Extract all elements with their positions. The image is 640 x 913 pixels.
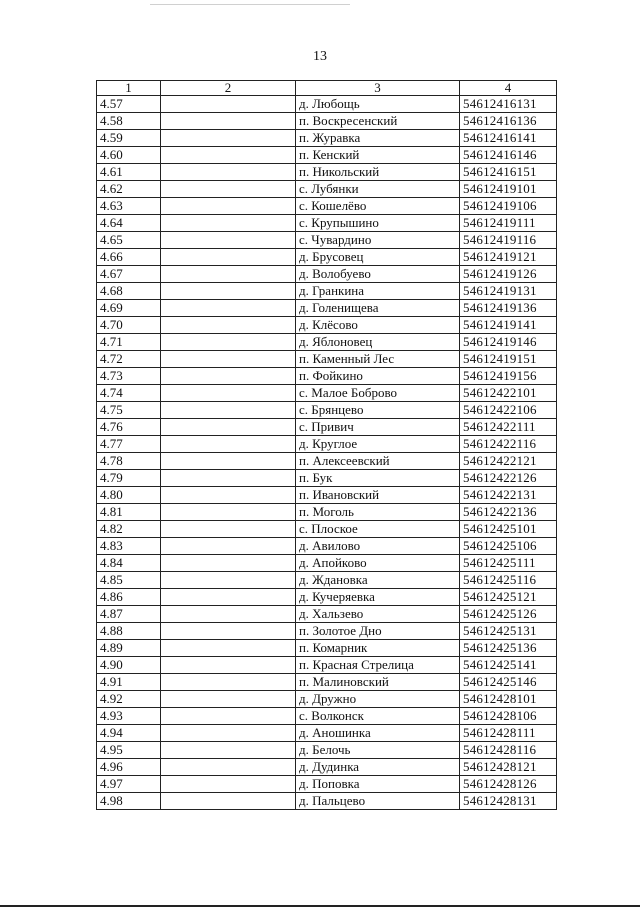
table-row xyxy=(97,419,557,436)
table-row xyxy=(97,215,557,232)
row-number-cell: 4.93 xyxy=(97,708,161,725)
row-column-2-cell xyxy=(161,793,296,810)
row-column-2-cell xyxy=(161,181,296,198)
row-number-cell: 4.94 xyxy=(97,725,161,742)
row-number-cell: 4.96 xyxy=(97,759,161,776)
column-header-2: 2 xyxy=(161,81,296,96)
table-row xyxy=(97,317,557,334)
row-column-2-cell xyxy=(161,266,296,283)
column-header-4: 4 xyxy=(460,81,557,96)
oktmo-code-cell: 54612419116 xyxy=(460,232,557,249)
table-row xyxy=(97,742,557,759)
oktmo-code-cell: 54612419156 xyxy=(460,368,557,385)
table-row xyxy=(97,657,557,674)
oktmo-code-cell: 54612422136 xyxy=(460,504,557,521)
oktmo-code-cell: 54612416151 xyxy=(460,164,557,181)
row-number-cell: 4.65 xyxy=(97,232,161,249)
oktmo-code-cell: 54612425141 xyxy=(460,657,557,674)
oktmo-code-cell: 54612422106 xyxy=(460,402,557,419)
row-column-2-cell xyxy=(161,402,296,419)
table-row xyxy=(97,198,557,215)
table-row xyxy=(97,589,557,606)
row-number-cell: 4.92 xyxy=(97,691,161,708)
row-number-cell: 4.60 xyxy=(97,147,161,164)
row-column-2-cell xyxy=(161,130,296,147)
oktmo-code-cell: 54612419136 xyxy=(460,300,557,317)
settlement-name-cell: п. Комарник xyxy=(296,640,460,657)
oktmo-code-cell: 54612416141 xyxy=(460,130,557,147)
oktmo-code-cell: 54612428101 xyxy=(460,691,557,708)
oktmo-code-cell: 54612422101 xyxy=(460,385,557,402)
row-column-2-cell xyxy=(161,198,296,215)
row-column-2-cell xyxy=(161,521,296,538)
settlement-name-cell: п. Ивановский xyxy=(296,487,460,504)
table-row xyxy=(97,249,557,266)
table-row xyxy=(97,776,557,793)
oktmo-code-cell: 54612419121 xyxy=(460,249,557,266)
row-number-cell: 4.63 xyxy=(97,198,161,215)
row-column-2-cell xyxy=(161,283,296,300)
table-row xyxy=(97,504,557,521)
settlements-table xyxy=(96,80,557,810)
settlement-name-cell: п. Журавка xyxy=(296,130,460,147)
oktmo-code-cell: 54612425131 xyxy=(460,623,557,640)
row-column-2-cell xyxy=(161,708,296,725)
row-column-2-cell xyxy=(161,470,296,487)
settlement-name-cell: п. Малиновский xyxy=(296,674,460,691)
row-number-cell: 4.78 xyxy=(97,453,161,470)
oktmo-code-cell: 54612416146 xyxy=(460,147,557,164)
row-number-cell: 4.83 xyxy=(97,538,161,555)
row-column-2-cell xyxy=(161,572,296,589)
table-row xyxy=(97,385,557,402)
settlement-name-cell: с. Малое Боброво xyxy=(296,385,460,402)
row-column-2-cell xyxy=(161,453,296,470)
table-row xyxy=(97,96,557,113)
table-row xyxy=(97,708,557,725)
settlement-name-cell: д. Поповка xyxy=(296,776,460,793)
row-column-2-cell xyxy=(161,674,296,691)
settlement-name-cell: д. Гранкина xyxy=(296,283,460,300)
row-number-cell: 4.64 xyxy=(97,215,161,232)
table-row xyxy=(97,402,557,419)
oktmo-code-cell: 54612416136 xyxy=(460,113,557,130)
table-row xyxy=(97,725,557,742)
oktmo-code-cell: 54612419141 xyxy=(460,317,557,334)
settlement-name-cell: д. Круглое xyxy=(296,436,460,453)
row-column-2-cell xyxy=(161,555,296,572)
settlement-name-cell: д. Брусовец xyxy=(296,249,460,266)
row-column-2-cell xyxy=(161,606,296,623)
row-number-cell: 4.84 xyxy=(97,555,161,572)
row-column-2-cell xyxy=(161,725,296,742)
row-column-2-cell xyxy=(161,147,296,164)
table-row xyxy=(97,130,557,147)
table-row xyxy=(97,283,557,300)
row-column-2-cell xyxy=(161,317,296,334)
settlement-name-cell: д. Белочь xyxy=(296,742,460,759)
row-column-2-cell xyxy=(161,742,296,759)
table-header-row xyxy=(97,81,557,96)
settlement-name-cell: п. Каменный Лес xyxy=(296,351,460,368)
oktmo-code-cell: 54612422111 xyxy=(460,419,557,436)
oktmo-code-cell: 54612425116 xyxy=(460,572,557,589)
settlement-name-cell: д. Дудинка xyxy=(296,759,460,776)
oktmo-code-cell: 54612422131 xyxy=(460,487,557,504)
table-row xyxy=(97,164,557,181)
oktmo-code-cell: 54612428131 xyxy=(460,793,557,810)
row-number-cell: 4.61 xyxy=(97,164,161,181)
settlement-name-cell: с. Кошелёво xyxy=(296,198,460,215)
settlement-name-cell: п. Бук xyxy=(296,470,460,487)
row-number-cell: 4.98 xyxy=(97,793,161,810)
settlement-name-cell: с. Плоское xyxy=(296,521,460,538)
row-number-cell: 4.77 xyxy=(97,436,161,453)
oktmo-code-cell: 54612428116 xyxy=(460,742,557,759)
oktmo-code-cell: 54612422121 xyxy=(460,453,557,470)
oktmo-code-cell: 54612419111 xyxy=(460,215,557,232)
settlement-name-cell: д. Голенищева xyxy=(296,300,460,317)
table-row xyxy=(97,368,557,385)
oktmo-code-cell: 54612422116 xyxy=(460,436,557,453)
row-column-2-cell xyxy=(161,776,296,793)
oktmo-code-cell: 54612419131 xyxy=(460,283,557,300)
row-number-cell: 4.80 xyxy=(97,487,161,504)
row-number-cell: 4.62 xyxy=(97,181,161,198)
oktmo-code-cell: 54612428126 xyxy=(460,776,557,793)
oktmo-code-cell: 54612425121 xyxy=(460,589,557,606)
settlement-name-cell: д. Авилово xyxy=(296,538,460,555)
row-column-2-cell xyxy=(161,215,296,232)
column-header-3: 3 xyxy=(296,81,460,96)
table-row xyxy=(97,147,557,164)
row-number-cell: 4.75 xyxy=(97,402,161,419)
settlement-name-cell: д. Клёсово xyxy=(296,317,460,334)
settlement-name-cell: п. Красная Стрелица xyxy=(296,657,460,674)
table-row xyxy=(97,113,557,130)
scan-top-edge-line xyxy=(150,4,350,5)
oktmo-code-cell: 54612425101 xyxy=(460,521,557,538)
row-number-cell: 4.66 xyxy=(97,249,161,266)
row-number-cell: 4.87 xyxy=(97,606,161,623)
oktmo-code-cell: 54612425111 xyxy=(460,555,557,572)
row-column-2-cell xyxy=(161,249,296,266)
row-number-cell: 4.81 xyxy=(97,504,161,521)
settlement-name-cell: п. Воскресенский xyxy=(296,113,460,130)
row-number-cell: 4.68 xyxy=(97,283,161,300)
settlement-name-cell: д. Волобуево xyxy=(296,266,460,283)
row-column-2-cell xyxy=(161,232,296,249)
settlement-name-cell: д. Любощь xyxy=(296,96,460,113)
row-number-cell: 4.59 xyxy=(97,130,161,147)
row-column-2-cell xyxy=(161,589,296,606)
scan-bottom-edge-line xyxy=(0,905,640,907)
settlement-name-cell: д. Яблоновец xyxy=(296,334,460,351)
row-column-2-cell xyxy=(161,436,296,453)
table-row xyxy=(97,266,557,283)
table-row xyxy=(97,674,557,691)
row-column-2-cell xyxy=(161,691,296,708)
oktmo-code-cell: 54612425106 xyxy=(460,538,557,555)
settlement-name-cell: д. Хальзево xyxy=(296,606,460,623)
table-row xyxy=(97,555,557,572)
table-row xyxy=(97,691,557,708)
column-header-1: 1 xyxy=(97,81,161,96)
settlement-name-cell: д. Дружно xyxy=(296,691,460,708)
row-number-cell: 4.85 xyxy=(97,572,161,589)
oktmo-code-cell: 54612419151 xyxy=(460,351,557,368)
settlement-name-cell: п. Фойкино xyxy=(296,368,460,385)
row-number-cell: 4.79 xyxy=(97,470,161,487)
settlement-name-cell: с. Чувардино xyxy=(296,232,460,249)
table-row xyxy=(97,606,557,623)
settlement-name-cell: п. Кенский xyxy=(296,147,460,164)
row-column-2-cell xyxy=(161,300,296,317)
row-column-2-cell xyxy=(161,504,296,521)
oktmo-code-cell: 54612428106 xyxy=(460,708,557,725)
table-row xyxy=(97,453,557,470)
settlement-name-cell: д. Ждановка xyxy=(296,572,460,589)
settlement-name-cell: с. Волконск xyxy=(296,708,460,725)
row-column-2-cell xyxy=(161,96,296,113)
row-number-cell: 4.88 xyxy=(97,623,161,640)
row-number-cell: 4.97 xyxy=(97,776,161,793)
oktmo-code-cell: 54612416131 xyxy=(460,96,557,113)
page-number: 13 xyxy=(313,49,327,64)
table-row xyxy=(97,470,557,487)
row-column-2-cell xyxy=(161,113,296,130)
settlement-name-cell: д. Апойково xyxy=(296,555,460,572)
table-row xyxy=(97,351,557,368)
settlement-name-cell: с. Привич xyxy=(296,419,460,436)
row-number-cell: 4.70 xyxy=(97,317,161,334)
row-column-2-cell xyxy=(161,487,296,504)
oktmo-code-cell: 54612419106 xyxy=(460,198,557,215)
table-row xyxy=(97,300,557,317)
oktmo-code-cell: 54612419146 xyxy=(460,334,557,351)
settlement-name-cell: д. Кучеряевка xyxy=(296,589,460,606)
table-row xyxy=(97,793,557,810)
row-number-cell: 4.89 xyxy=(97,640,161,657)
settlement-name-cell: п. Моголь xyxy=(296,504,460,521)
table-row xyxy=(97,538,557,555)
settlement-name-cell: п. Золотое Дно xyxy=(296,623,460,640)
table-row xyxy=(97,334,557,351)
row-number-cell: 4.76 xyxy=(97,419,161,436)
table-row xyxy=(97,487,557,504)
row-column-2-cell xyxy=(161,657,296,674)
table-row xyxy=(97,623,557,640)
row-column-2-cell xyxy=(161,640,296,657)
oktmo-code-cell: 54612425126 xyxy=(460,606,557,623)
row-number-cell: 4.82 xyxy=(97,521,161,538)
oktmo-code-cell: 54612422126 xyxy=(460,470,557,487)
row-number-cell: 4.58 xyxy=(97,113,161,130)
settlement-name-cell: с. Крупышино xyxy=(296,215,460,232)
row-column-2-cell xyxy=(161,759,296,776)
table-row xyxy=(97,572,557,589)
settlement-name-cell: с. Брянцево xyxy=(296,402,460,419)
row-number-cell: 4.90 xyxy=(97,657,161,674)
row-number-cell: 4.71 xyxy=(97,334,161,351)
oktmo-code-cell: 54612425146 xyxy=(460,674,557,691)
settlement-name-cell: д. Аношинка xyxy=(296,725,460,742)
row-number-cell: 4.72 xyxy=(97,351,161,368)
row-column-2-cell xyxy=(161,419,296,436)
row-column-2-cell xyxy=(161,164,296,181)
row-column-2-cell xyxy=(161,385,296,402)
oktmo-code-cell: 54612428111 xyxy=(460,725,557,742)
settlement-name-cell: п. Алексеевский xyxy=(296,453,460,470)
row-number-cell: 4.67 xyxy=(97,266,161,283)
settlement-name-cell: с. Лубянки xyxy=(296,181,460,198)
row-column-2-cell xyxy=(161,351,296,368)
row-column-2-cell xyxy=(161,538,296,555)
row-column-2-cell xyxy=(161,334,296,351)
oktmo-code-cell: 54612419101 xyxy=(460,181,557,198)
table-row xyxy=(97,759,557,776)
settlement-name-cell: д. Пальцево xyxy=(296,793,460,810)
table-row xyxy=(97,181,557,198)
table-row xyxy=(97,640,557,657)
row-column-2-cell xyxy=(161,623,296,640)
row-number-cell: 4.86 xyxy=(97,589,161,606)
oktmo-code-cell: 54612425136 xyxy=(460,640,557,657)
table-row xyxy=(97,436,557,453)
row-column-2-cell xyxy=(161,368,296,385)
table-body xyxy=(97,96,557,810)
row-number-cell: 4.91 xyxy=(97,674,161,691)
table-row xyxy=(97,232,557,249)
oktmo-code-cell: 54612428121 xyxy=(460,759,557,776)
row-number-cell: 4.57 xyxy=(97,96,161,113)
row-number-cell: 4.69 xyxy=(97,300,161,317)
oktmo-code-cell: 54612419126 xyxy=(460,266,557,283)
row-number-cell: 4.74 xyxy=(97,385,161,402)
table-row xyxy=(97,521,557,538)
row-number-cell: 4.95 xyxy=(97,742,161,759)
settlement-name-cell: п. Никольский xyxy=(296,164,460,181)
row-number-cell: 4.73 xyxy=(97,368,161,385)
